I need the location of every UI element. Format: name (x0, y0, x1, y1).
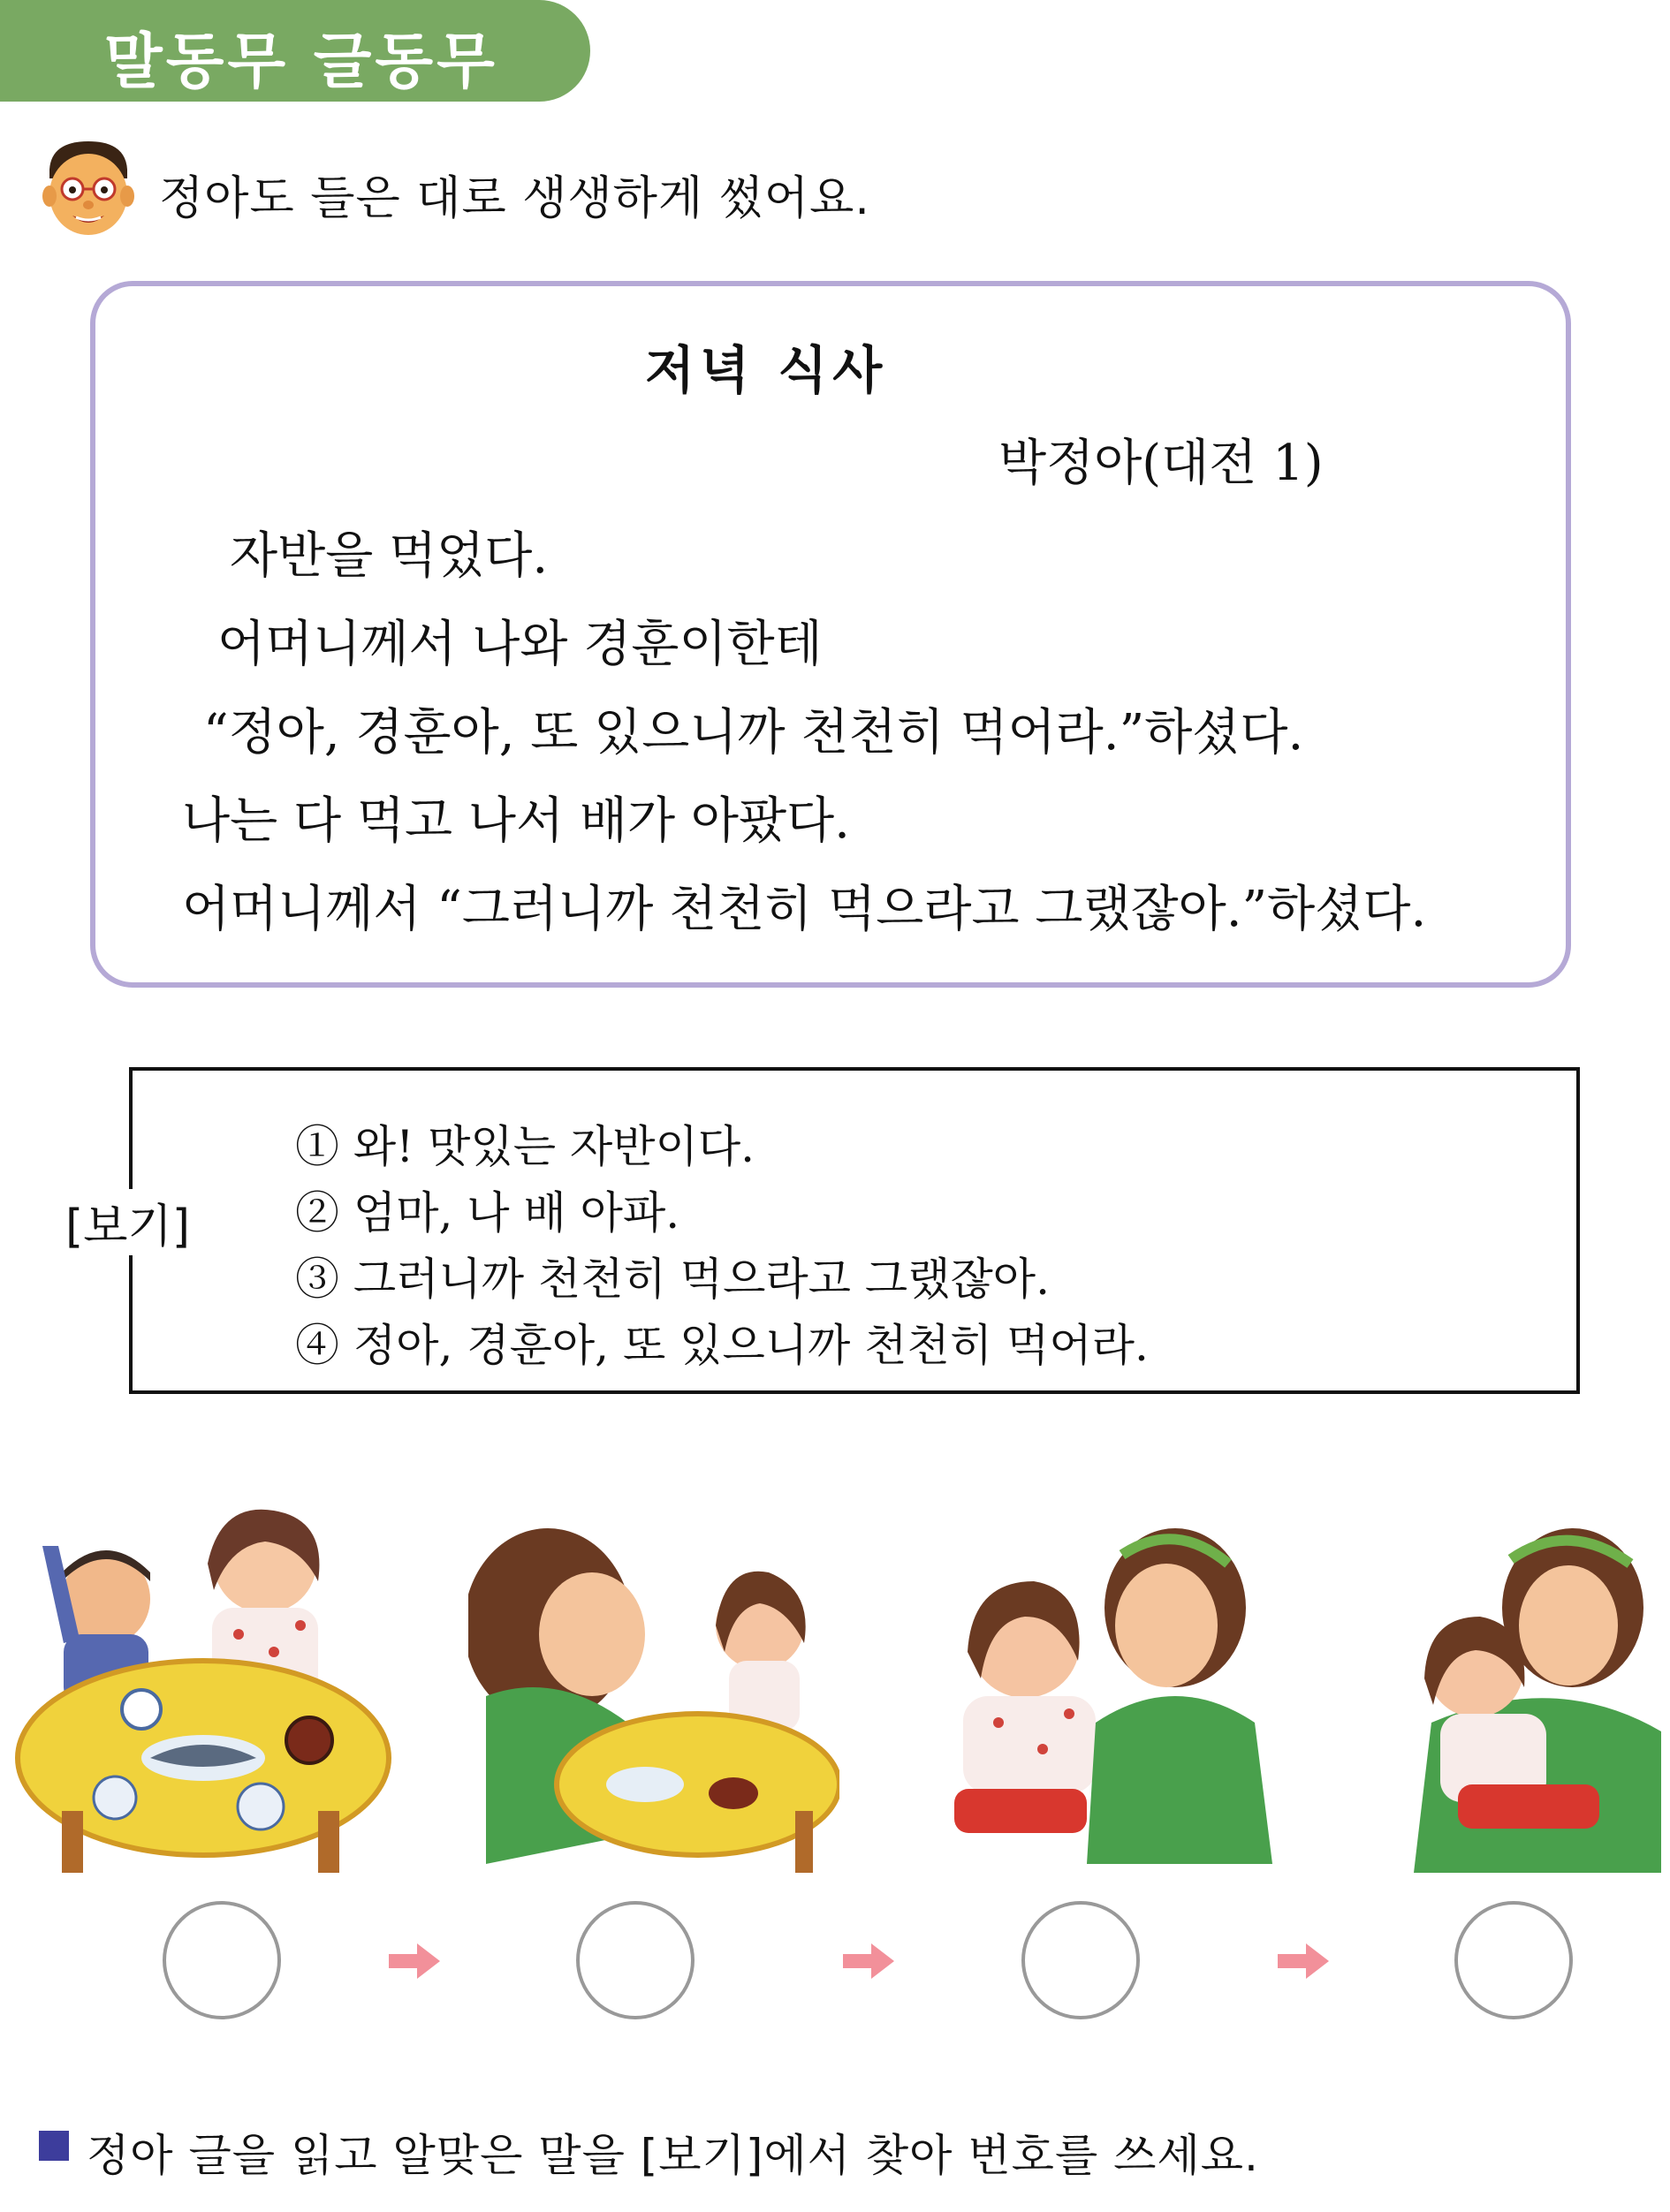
example-item: ③ 그러니까 천천히 먹으라고 그랬잖아. (295, 1254, 1050, 1305)
answer-circle-3[interactable] (1021, 1901, 1140, 2019)
poem-title: 저녁 식사 (645, 340, 888, 400)
arrow-right-icon (843, 1943, 894, 1979)
poem-line: 나는 다 먹고 나서 배가 아팠다. (182, 792, 850, 850)
poem-line: 자반을 먹었다. (230, 527, 549, 585)
example-label: [보기] (62, 1189, 194, 1255)
poem-line: 어머니께서 나와 경훈이한테 (217, 616, 823, 673)
page-title: 말동무 글동무 (104, 27, 498, 97)
answer-circle-1[interactable] (163, 1901, 281, 2019)
example-item: ② 엄마, 나 배 아파. (295, 1187, 680, 1239)
example-item: ④ 정아, 경훈아, 또 있으니까 천천히 먹어라. (295, 1320, 1149, 1371)
scene-illustration-4 (1378, 1493, 1670, 1882)
arrow-right-icon (1278, 1943, 1329, 1979)
poem-author: 박정아(대전 1) (998, 435, 1324, 492)
poem-line: 어머니께서 “그러니까 천천히 먹으라고 그랬잖아.”하셨다. (182, 881, 1427, 938)
instruction-text: 정아 글을 읽고 알맞은 말을 [보기]에서 찾아 번호를 쓰세요. (87, 2130, 1259, 2181)
poem-line: “정아, 경훈아, 또 있으니까 천천히 먹어라.”하셨다. (203, 704, 1304, 761)
scene-illustration-2 (468, 1493, 839, 1882)
answer-circle-4[interactable] (1454, 1901, 1573, 2019)
scene-illustration-3 (919, 1493, 1308, 1882)
arrow-right-icon (389, 1943, 440, 1979)
example-item: ① 와! 맛있는 자반이다. (295, 1121, 755, 1172)
bullet-square-icon (39, 2131, 69, 2161)
teacher-avatar (37, 134, 140, 240)
teacher-speech: 정아도 들은 대로 생생하게 썼어요. (159, 172, 870, 225)
scene-illustration-1 (9, 1493, 406, 1882)
answer-circle-2[interactable] (576, 1901, 695, 2019)
